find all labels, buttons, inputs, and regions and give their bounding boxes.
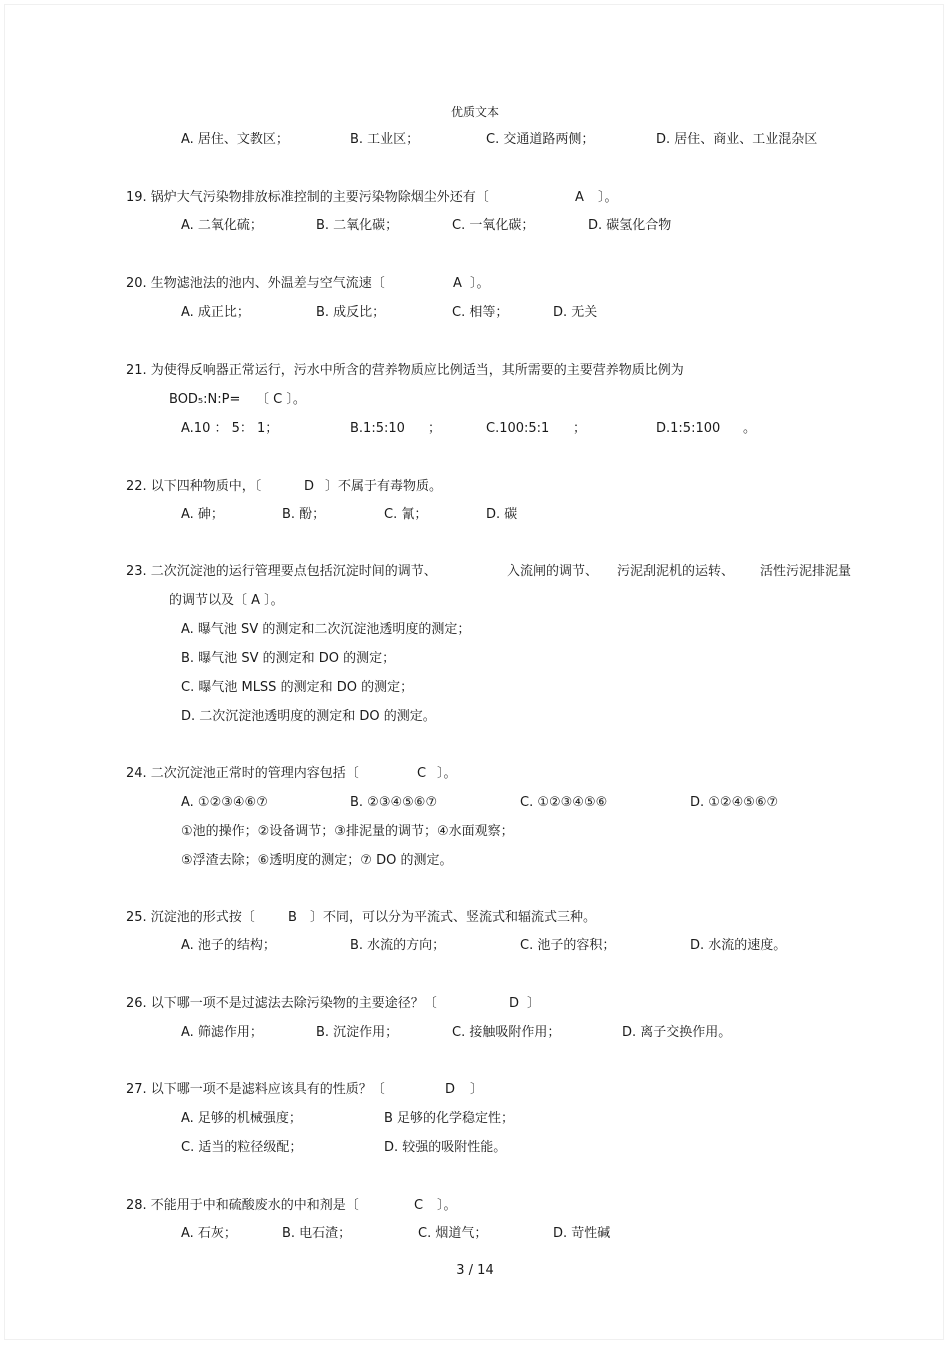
q28-option-a: A. 石灰； bbox=[181, 1226, 237, 1241]
q19-option-a: A. 二氧化硫； bbox=[181, 218, 263, 233]
q18-option-b: B. 工业区； bbox=[350, 132, 420, 147]
q27-option-c: C. 适当的粒径级配； bbox=[181, 1140, 303, 1155]
q26-option-d: D. 离子交换作用。 bbox=[622, 1025, 732, 1040]
q21-option-a: A.10 ： 5： 1； bbox=[181, 421, 279, 436]
q19-option-c: C. 一氧化碳； bbox=[452, 218, 535, 233]
q20-option-a: A. 成正比； bbox=[181, 305, 250, 320]
q24-note-2: ⑤浮渣去除；⑥透明度的测定；⑦ DO 的测定。 bbox=[181, 853, 453, 868]
q23-option-b: B. 曝气池 SV 的测定和 DO 的测定； bbox=[181, 651, 396, 666]
q20-option-d: D. 无关 bbox=[553, 305, 598, 320]
q27-answer: D bbox=[445, 1082, 456, 1097]
q23-stem-3: 污泥刮泥机的运转、 bbox=[617, 564, 735, 579]
q23-option-a: A. 曝气池 SV 的测定和二次沉淀池透明度的测定； bbox=[181, 622, 471, 637]
q26-option-c: C. 接触吸附作用； bbox=[452, 1025, 561, 1040]
q20-option-b: B. 成反比； bbox=[316, 305, 386, 320]
q23-stem-2: 入流闸的调节、 bbox=[507, 564, 599, 579]
q25-option-a: A. 池子的结构； bbox=[181, 938, 276, 953]
q27-end: 〕 bbox=[470, 1082, 484, 1097]
q22-stem: 22. 以下四种物质中，〔 bbox=[126, 479, 262, 494]
q26-end: 〕 bbox=[527, 996, 541, 1011]
q23-stem-line2: 的调节以及〔 A 〕。 bbox=[169, 593, 284, 608]
q21-sep-c: ； bbox=[573, 421, 587, 436]
q26-stem: 26. 以下哪一项不是过滤法去除污染物的主要途径？〔 bbox=[126, 996, 437, 1011]
q25-stem: 25. 沉淀池的形式按〔 bbox=[126, 910, 255, 925]
q27-option-a: A. 足够的机械强度； bbox=[181, 1111, 302, 1126]
q27-stem: 27. 以下哪一项不是滤料应该具有的性质？〔 bbox=[126, 1082, 385, 1097]
q22-option-a: A. 砷； bbox=[181, 507, 224, 522]
q20-answer: A bbox=[453, 276, 462, 291]
q25-option-d: D. 水流的速度。 bbox=[690, 938, 787, 953]
q20-end: 〕。 bbox=[470, 276, 490, 291]
q24-stem: 24. 二次沉淀池正常时的管理内容包括〔 bbox=[126, 766, 359, 781]
q21-ratio: BOD₅:N:P= bbox=[169, 392, 241, 407]
q28-stem: 28. 不能用于中和硫酸废水的中和剂是〔 bbox=[126, 1198, 359, 1213]
q24-note-1: ①池的操作；②设备调节；③排泥量的调节；④水面观察； bbox=[181, 824, 514, 839]
q24-answer: C bbox=[417, 766, 427, 781]
q24-option-d: D. ①②④⑤⑥⑦ bbox=[690, 795, 779, 810]
q21-sep-d: 。 bbox=[743, 421, 757, 436]
page-number: 3 / 14 bbox=[456, 1263, 494, 1278]
q22-option-c: C. 氰； bbox=[384, 507, 428, 522]
q19-stem: 19. 锅炉大气污染物排放标准控制的主要污染物除烟尘外还有〔 bbox=[126, 190, 489, 205]
q20-option-c: C. 相等； bbox=[452, 305, 509, 320]
q23-option-d: D. 二次沉淀池透明度的测定和 DO 的测定。 bbox=[181, 709, 436, 724]
q21-option-b: B.1:5:10 bbox=[350, 421, 405, 436]
q28-option-c: C. 烟道气； bbox=[418, 1226, 488, 1241]
q19-option-d: D. 碳氢化合物 bbox=[588, 218, 672, 233]
q25-end: 〕不同，可以分为平流式、竖流式和辐流式三种。 bbox=[310, 910, 597, 925]
q26-option-a: A. 筛滤作用； bbox=[181, 1025, 263, 1040]
q23-stem-4: 活性污泥排泥量 bbox=[760, 564, 852, 579]
q25-option-c: C. 池子的容积； bbox=[520, 938, 616, 953]
q24-option-b: B. ②③④⑤⑥⑦ bbox=[350, 795, 438, 810]
q25-option-b: B. 水流的方向； bbox=[350, 938, 446, 953]
q24-option-c: C. ①②③④⑤⑥ bbox=[520, 795, 608, 810]
q25-answer: B bbox=[288, 910, 297, 925]
page-header: 优质文本 bbox=[450, 105, 499, 119]
q28-option-d: D. 苛性碱 bbox=[553, 1226, 611, 1241]
q21-stem: 21. 为使得反响器正常运行，污水中所含的营养物质应比例适当，其所需要的主要营养物质比例为 bbox=[126, 363, 684, 378]
q22-option-d: D. 碳 bbox=[486, 507, 518, 522]
q24-option-a: A. ①②③④⑥⑦ bbox=[181, 795, 268, 810]
q18-option-a: A. 居住、文教区； bbox=[181, 132, 289, 147]
q19-option-b: B. 二氧化碳； bbox=[316, 218, 399, 233]
q22-answer: D bbox=[304, 479, 315, 494]
q22-option-b: B. 酚； bbox=[282, 507, 326, 522]
q18-option-d: D. 居住、商业、工业混杂区 bbox=[656, 132, 818, 147]
q19-end: 〕。 bbox=[598, 190, 618, 205]
q26-answer: D bbox=[509, 996, 520, 1011]
q27-option-b: B 足够的化学稳定性； bbox=[384, 1111, 515, 1126]
q23-option-c: C. 曝气池 MLSS 的测定和 DO 的测定； bbox=[181, 680, 414, 695]
q20-stem: 20. 生物滤池法的池内、外温差与空气流速〔 bbox=[126, 276, 385, 291]
q18-option-c: C. 交通道路两侧； bbox=[486, 132, 595, 147]
q21-answer: 〔 C 〕。 bbox=[256, 392, 306, 407]
q26-option-b: B. 沉淀作用； bbox=[316, 1025, 399, 1040]
q28-option-b: B. 电石渣； bbox=[282, 1226, 352, 1241]
q27-option-d: D. 较强的吸附性能。 bbox=[384, 1140, 507, 1155]
q24-end: 〕。 bbox=[437, 766, 457, 781]
q19-answer: A bbox=[575, 190, 584, 205]
q28-answer: C bbox=[414, 1198, 424, 1213]
q23-stem-1: 23. 二次沉淀池的运行管理要点包括沉淀时间的调节、 bbox=[126, 564, 437, 579]
q28-end: 〕。 bbox=[437, 1198, 457, 1213]
q21-option-c: C.100:5:1 bbox=[486, 421, 550, 436]
q22-end: 〕不属于有毒物质。 bbox=[325, 479, 443, 494]
q21-sep-b: ； bbox=[428, 421, 442, 436]
q21-option-d: D.1:5:100 bbox=[656, 421, 721, 436]
